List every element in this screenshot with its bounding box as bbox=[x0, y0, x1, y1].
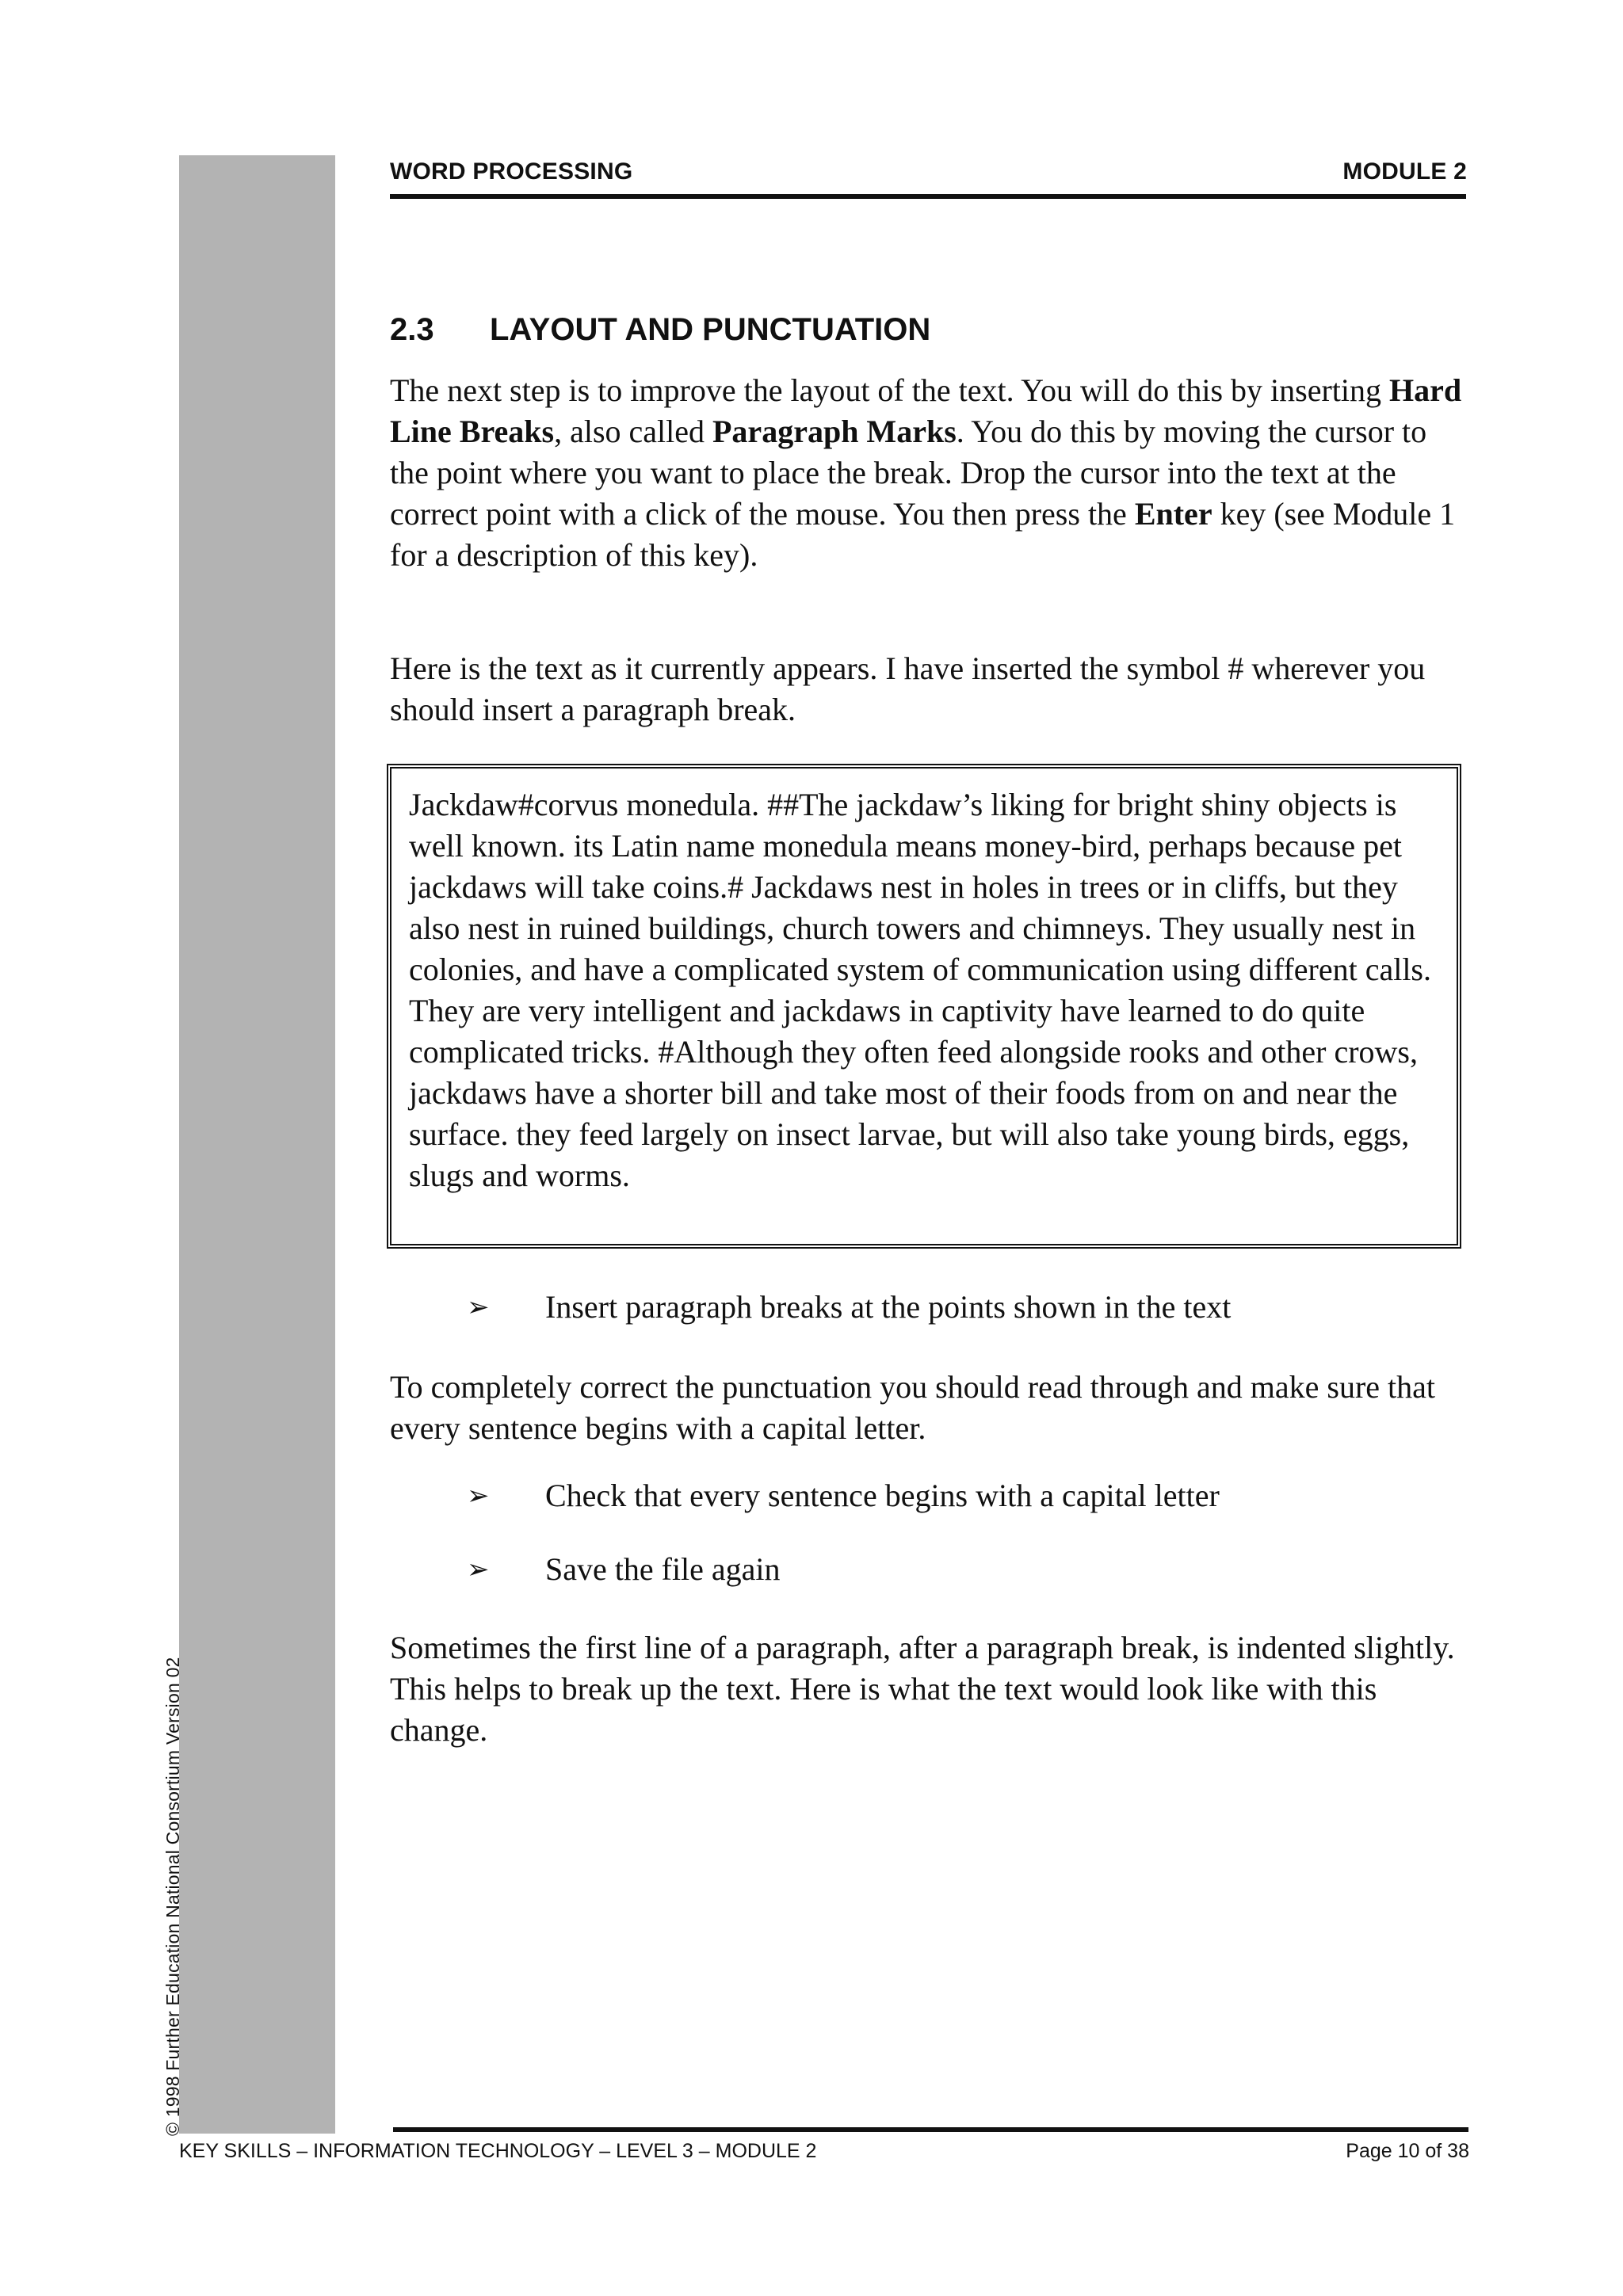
header-right-title: MODULE 2 bbox=[1342, 158, 1467, 185]
section-number: 2.3 bbox=[390, 312, 434, 347]
header-left-title: WORD PROCESSING bbox=[390, 158, 633, 185]
vertical-copyright-text: © 1998 Further Education National Consortium Version 02 bbox=[162, 1657, 183, 2136]
intro-text-part-1: The next step is to improve the layout of the text. You will do this by inserting bbox=[390, 372, 1389, 408]
indent-paragraph: Sometimes the first line of a paragraph, after a paragraph break, is indented slightly. This helps to break up the text. Here is what the text would look like with this change. bbox=[390, 1630, 1455, 1748]
bullet-text: Save the file again bbox=[545, 1551, 781, 1587]
paragraph-marks-term: Paragraph Marks bbox=[712, 414, 957, 449]
bullet-text: Insert paragraph breaks at the points shown in the text bbox=[545, 1289, 1232, 1325]
intro-text-part-4: key (see Module 1 for a description of this key). bbox=[390, 496, 1456, 573]
footer-left-text: KEY SKILLS – INFORMATION TECHNOLOGY – LEVEL 3 – MODULE 2 bbox=[179, 2140, 817, 2162]
arrow-bullet-icon: ➢ bbox=[467, 1480, 490, 1512]
arrow-bullet-icon: ➢ bbox=[467, 1554, 490, 1585]
section-title: LAYOUT AND PUNCTUATION bbox=[490, 312, 931, 347]
left-grey-margin bbox=[179, 155, 335, 2134]
bullet-item-insert-breaks bbox=[467, 1287, 1457, 1329]
enter-key-term: Enter bbox=[1134, 496, 1212, 532]
punctuation-paragraph: To completely correct the punctuation you should read through and make sure that every sentence begins with a capital letter. bbox=[390, 1369, 1436, 1446]
header-rule bbox=[390, 194, 1466, 199]
intro-paragraph bbox=[390, 370, 1466, 576]
intro-text-part-2: , also called bbox=[554, 414, 712, 449]
intro-text-part-3: . You do this by moving the cursor to the point where you want to place the break. Drop the cursor into the text at the correct point with a click of the mouse. You then press the bbox=[390, 414, 1427, 532]
bullet-text: Check that every sentence begins with a capital letter bbox=[545, 1478, 1220, 1513]
jackdaw-text-box bbox=[387, 764, 1461, 1249]
section-heading bbox=[390, 312, 930, 348]
page-number: Page 10 of 38 bbox=[1346, 2140, 1469, 2162]
hard-line-breaks-term: Hard Line Breaks bbox=[390, 372, 1462, 449]
arrow-bullet-icon: ➢ bbox=[467, 1291, 490, 1323]
footer-rule bbox=[393, 2127, 1468, 2132]
bullet-item-save-file bbox=[467, 1549, 1457, 1592]
bullet-item-check-capitals bbox=[467, 1475, 1457, 1518]
jackdaw-text: Jackdaw#corvus monedula. ##The jackdaw’s liking for bright shiny objects is well known. its Latin name monedula means money-bird, perhaps because pet jackdaws will take coins.# Jackdaws nest in holes in trees or in cliffs, but they also nest in ruined buildings, church towers and chimneys. They usually nest in colonies, and have a complicated system of communication using different calls. They are very intelligent and jackdaws in captivity have learned to do quite complicated tricks. #Although they often feed alongside rooks and other crows, jackdaws have a shorter bill and take most of their foods from on and near the surface. they feed largely on insect larvae, but will also take young birds, eggs, slugs and worms. bbox=[409, 787, 1431, 1193]
text-current-paragraph: Here is the text as it currently appears. I have inserted the symbol # wherever you should insert a paragraph break. bbox=[390, 650, 1426, 727]
